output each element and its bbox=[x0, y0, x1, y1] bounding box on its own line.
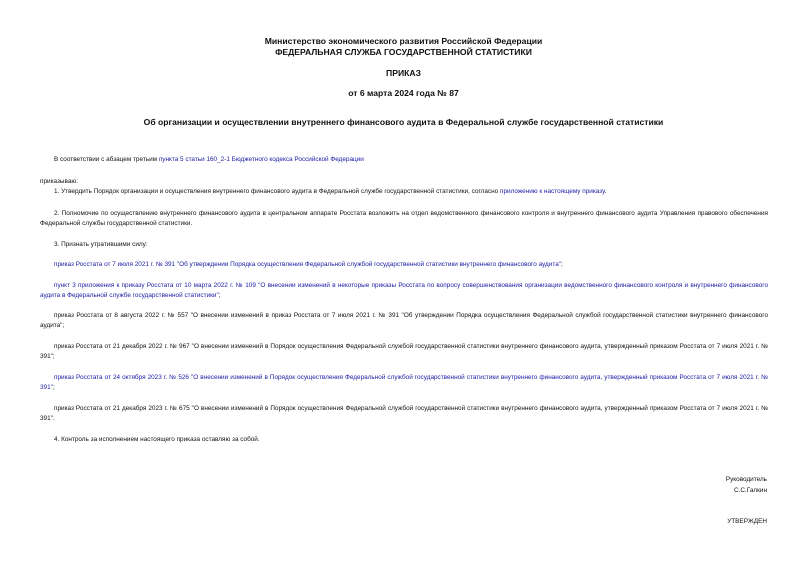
preamble bbox=[40, 155, 768, 165]
repealed-item-2 bbox=[40, 281, 768, 301]
repealed-item-1-tail: ; bbox=[561, 261, 563, 268]
item-2: 2. Полномочие по осуществлению внутреннего финансового аудита в центральном аппарате Росстата возложить на отдел ведомственного финансового контроля и внутреннего финансового аудита Управления правового обеспечения Федеральной службы государственной статистики. bbox=[40, 210, 768, 227]
item-4: 4. Контроль за исполнением настоящего приказа оставляю за собой. bbox=[54, 436, 260, 443]
repealed-item-1-link[interactable]: приказ Росстата от 7 июля 2021 г. № 391 "Об утверждении Порядка осуществления Федеральной службой государственной статистики внутреннего финансового аудита" bbox=[54, 261, 562, 268]
document-title: Об организации и осуществлении внутреннего финансового аудита в Федеральной службе государственной статистики bbox=[143, 117, 664, 127]
preamble-link[interactable]: пункта 5 статьи 160_2-1 Бюджетного кодекса Российской Федерации bbox=[158, 156, 364, 163]
item-1-text: 1. Утвердить Порядок организации и осуществления внутреннего финансового аудита в Федеральной службе государственной статистики, согласно bbox=[54, 188, 500, 195]
signature-role: Руководитель bbox=[725, 476, 767, 483]
repealed-item-3: приказ Росстата от 8 августа 2022 г. № 557 "О внесении изменений в приказ Росстата от 7 июля 2021 г. № 391 "Об утверждении Порядка осуществления Федеральной службой государственной статистики внутреннего финансового аудита"; bbox=[40, 312, 768, 329]
item-1 bbox=[40, 187, 768, 197]
repealed-item-2-tail: ; bbox=[218, 292, 221, 299]
repealed-item-5-tail: ; bbox=[52, 384, 55, 391]
item-1-tail: . bbox=[604, 188, 607, 195]
service-heading: ФЕДЕРАЛЬНАЯ СЛУЖБА ГОСУДАРСТВЕННОЙ СТАТИСТИКИ bbox=[275, 47, 532, 57]
date-number-heading: от 6 марта 2024 года № 87 bbox=[348, 88, 459, 98]
item-3: 3. Признать утратившими силу: bbox=[54, 241, 148, 248]
repealed-item-4: приказ Росстата от 21 декабря 2022 г. № 967 "О внесении изменений в Порядок осуществления Федеральной службой государственной статистики внутреннего финансового аудита, утвержденный приказом Росстата от 7 июля 2021 г. № 391"; bbox=[40, 343, 768, 360]
repealed-item-2-link[interactable]: пункт 3 приложения к приказу Росстата от 10 марта 2022 г. № 109 "О внесении изменений в некоторые приказы Росстата по вопросу совершенствования организации ведомственного финансового контроля и внутреннего финансового аудита в Федеральной службе государственной статистики" bbox=[40, 282, 768, 299]
signature-name: С.С.Галкин bbox=[733, 487, 767, 494]
repealed-item-6: приказ Росстата от 21 декабря 2023 г. № 675 "О внесении изменений в Порядок осуществления Федеральной службой государственной статистики внутреннего финансового аудита, утвержденный приказом Росстата от 7 июля 2021 г. № 391". bbox=[40, 405, 768, 422]
item-1-link[interactable]: приложению к настоящему приказу bbox=[500, 188, 605, 195]
repealed-item-1 bbox=[40, 260, 768, 270]
preamble-text: В соответствии с абзацем третьим bbox=[54, 156, 159, 163]
repealed-item-5-link[interactable]: приказ Росстата от 24 октября 2023 г. № 526 "О внесении изменений в Порядок осуществления Федеральной службой государственной статистики внутреннего финансового аудита, утвержденный приказом Росстата от 7 июля 2021 г. № 391" bbox=[40, 374, 768, 391]
order-word: приказываю: bbox=[40, 178, 78, 185]
approved-label: УТВЕРЖДЕН bbox=[727, 518, 767, 525]
repealed-item-5 bbox=[40, 373, 768, 393]
ministry-heading: Министерство экономического развития Российской Федерации bbox=[264, 36, 543, 46]
doc-type-heading: ПРИКАЗ bbox=[386, 68, 421, 78]
